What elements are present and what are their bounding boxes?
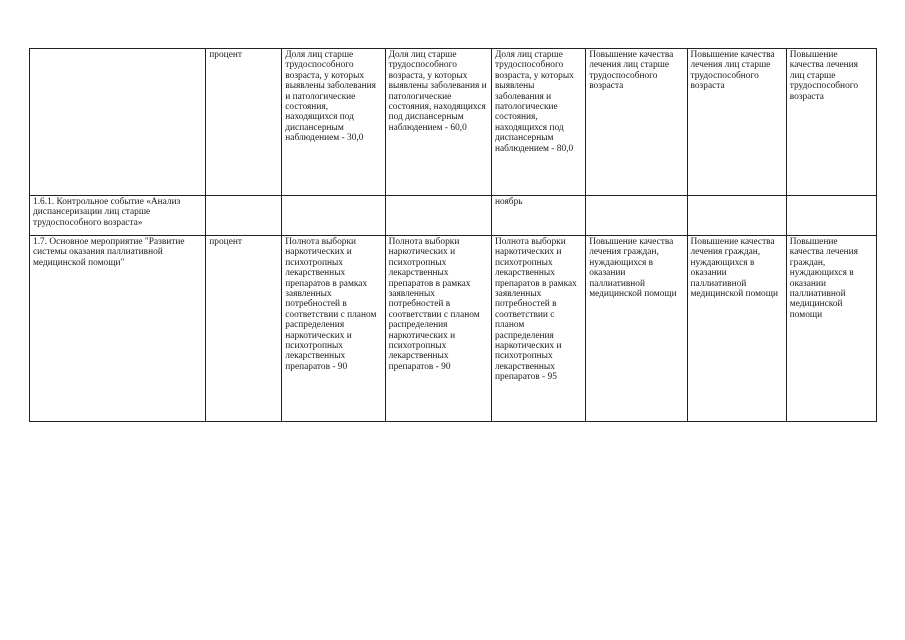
unit-text: процент [209,237,242,247]
unit-cell [206,196,282,236]
expected-result-1-cell [586,49,687,196]
expected-result-3-text: Повышение качества лечения лиц старше трудоспособного возраста [789,50,859,102]
expected-result-2-text: Повышение качества лечения граждан, нуждающихся в оказании паллиативной медицинской помощи [690,237,778,300]
target-value-1-cell [282,49,385,196]
expected-result-3-text: Повышение качества лечения граждан, нуждающихся в оказании паллиативной медицинской помощи [789,237,858,320]
program-activities-table [29,48,877,422]
target-value-3-text: Доля лиц старше трудоспособного возраста, у которых выявлены заболевания и патологические состояния, находящихся под диспансерным наблюдением - 80,0 [494,50,574,154]
unit-text: процент [209,50,242,60]
target-value-3-text: Полнота выборки наркотических и психотропных лекарственных препаратов в рамках заявленных потребностей в соответствии с планом распределения наркотических и психотропных лекарственных препаратов - 95 [494,237,577,383]
expected-result-3-cell [786,49,876,196]
activity-name-cell [30,236,206,422]
expected-result-2-cell [687,236,786,422]
expected-result-2-text: Повышение качества лечения лиц старше трудоспособного возраста [690,50,775,92]
target-value-2-cell [385,236,491,422]
activity-name-text: 1.7. Основное мероприятие "Развитие системы оказания паллиативной медицинской помощи" [33,237,185,268]
target-value-1-cell [282,196,385,236]
target-value-1-text: Доля лиц старше трудоспособного возраста, у которых выявлены заболевания и патологические состояния, находящихся под диспансерным наблюдением - 30,0 [285,50,376,144]
target-value-2-text: Доля лиц старше трудоспособного возраста, у которых выявлены заболевания и патологические состояния, находящихся под диспансерным наблюдением - 60,0 [388,50,487,133]
activity-name-text: 1.6.1. Контрольное событие «Анализ диспансеризации лиц старше трудоспособного возраста» [33,197,181,228]
target-value-3-cell [491,196,585,236]
target-value-2-cell [385,196,491,236]
target-value-3-cell [491,49,585,196]
expected-result-1-text: Повышение качества лечения лиц старше трудоспособного возраста [589,50,674,92]
expected-result-1-cell [586,196,687,236]
table-row [30,236,877,422]
target-value-2-text: Полнота выборки наркотических и психотропных лекарственных препаратов в рамках заявленных потребностей в соответствии с планом распределения наркотических и психотропных лекарственных препаратов - 90 [388,237,480,372]
target-value-1-text: Полнота выборки наркотических и психотропных лекарственных препаратов в рамках заявленных потребностей в соответствии с планом распределения наркотических и психотропных лекарственных препаратов - 90 [285,237,377,372]
expected-result-3-cell [786,196,876,236]
activity-name-cell [30,49,206,196]
target-value-2-cell [385,49,491,196]
expected-result-1-text: Повышение качества лечения граждан, нуждающихся в оказании паллиативной медицинской помощи [589,237,677,300]
target-value-1-cell [282,236,385,422]
target-value-3-text: ноябрь [494,197,523,207]
table-row [30,49,877,196]
unit-cell [206,49,282,196]
target-value-3-cell [491,236,585,422]
table-row [30,196,877,236]
expected-result-3-cell [786,236,876,422]
expected-result-2-cell [687,196,786,236]
unit-cell [206,236,282,422]
activity-name-cell [30,196,206,236]
expected-result-1-cell [586,236,687,422]
expected-result-2-cell [687,49,786,196]
